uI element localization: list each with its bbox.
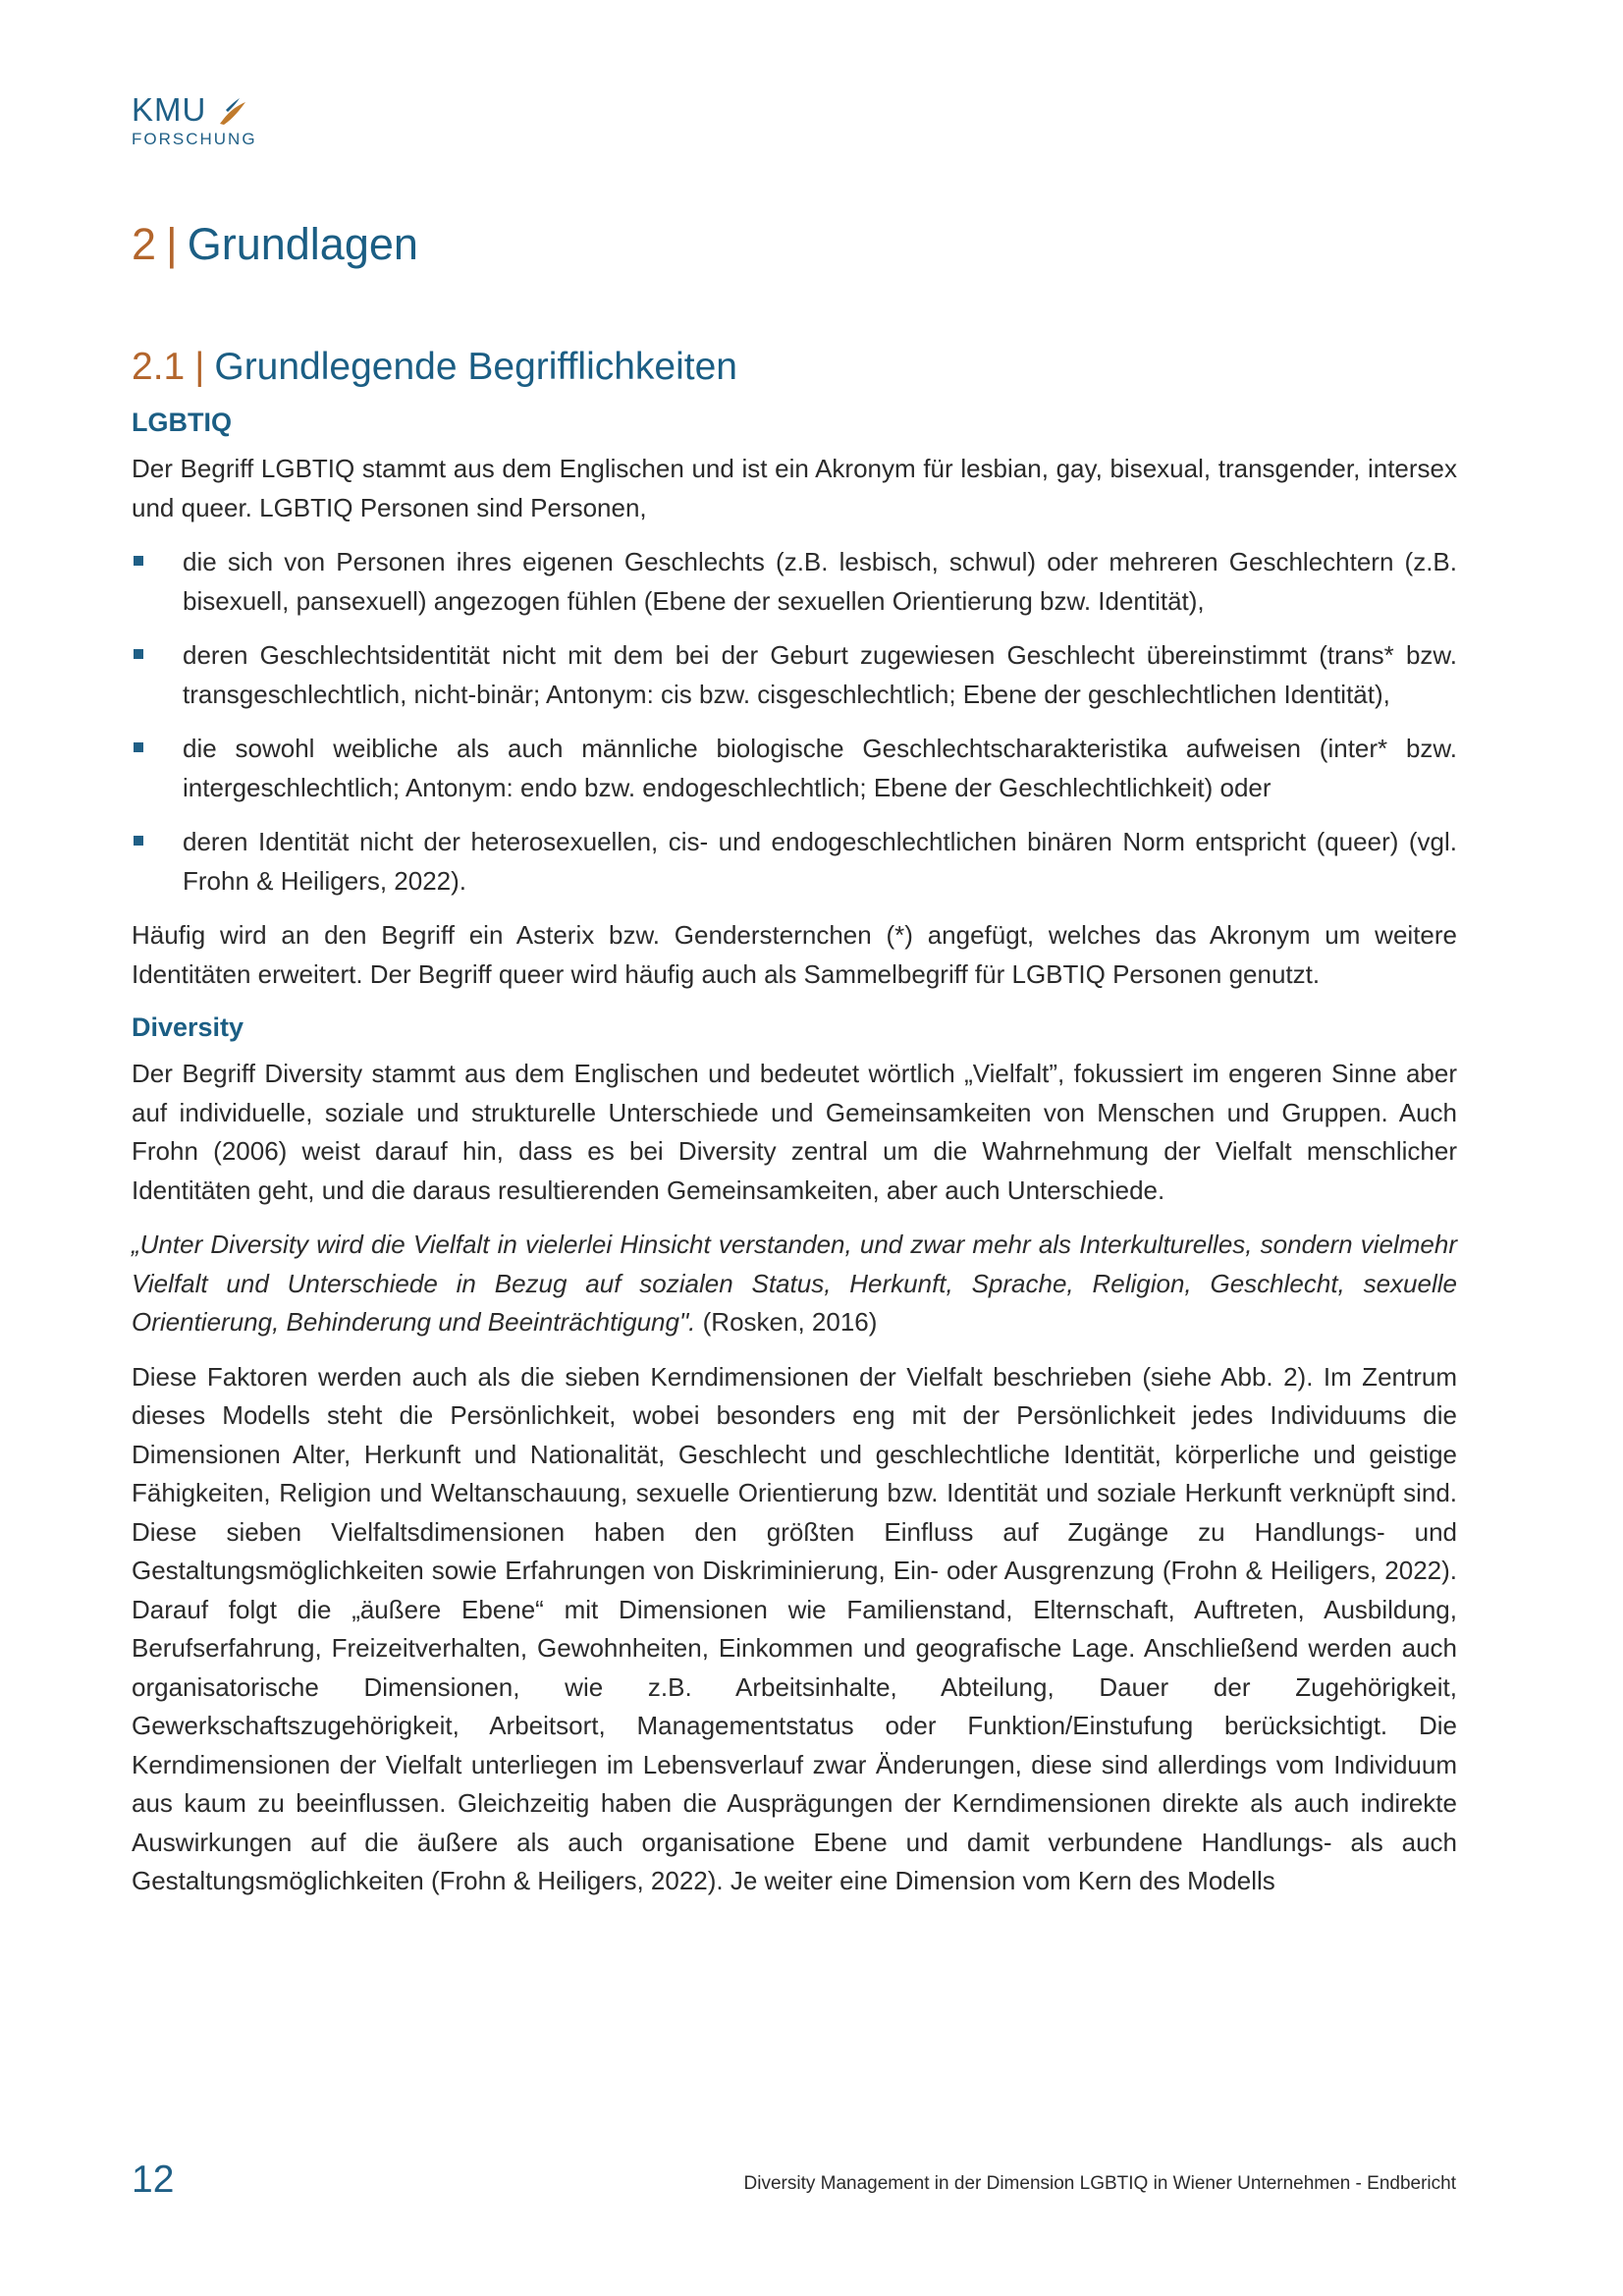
square-bullet-icon: [134, 742, 143, 752]
logo-kmu-text: KMU: [132, 91, 207, 128]
logo-leaf-icon: [216, 96, 251, 128]
chapter-title: Grundlagen: [187, 219, 418, 269]
list-item-text: deren Geschlechtsidentität nicht mit dem bei der Geburt zugewiesen Geschlecht übereinstimmt (trans* bzw. transgeschlechtlich, nicht-binär; Antonym: cis bzw. cisgeschlechtlich; Ebene der geschlechtlichen Identität),: [183, 640, 1457, 709]
section-title: Grundlegende Begrifflichkeiten: [214, 346, 737, 388]
list-item: [132, 543, 1457, 621]
list-item: [132, 636, 1457, 714]
diversity-paragraph-1: Der Begriff Diversity stammt aus dem Englischen und bedeutet wörtlich „Vielfalt”, fokussiert im engeren Sinne aber auf individuelle, soziale und strukturelle Unterschiede und Gemeinsamkeiten von Menschen und Gruppen. Auch Frohn (2006) weist darauf hin, dass es bei Diversity zentral um die Wahrnehmung der Vielfalt menschlicher Identitäten geht, und die daraus resultierenden Gemeinsamkeiten, aber auch Unterschiede.: [132, 1059, 1457, 1205]
list-item-text: die sowohl weibliche als auch männliche biologische Geschlechtscharakteristika aufweisen (inter* bzw. intergeschlechtlich; Antonym: endo bzw. endogeschlechtlich; Ebene der Geschlechtlichkeit) oder: [183, 734, 1457, 802]
diversity-quote: [132, 1226, 1457, 1342]
quote-text: „Unter Diversity wird die Vielfalt in vielerlei Hinsicht verstanden, und zwar mehr als Interkulturelles, sondern vielmehr Vielfalt und Unterschiede in Bezug auf sozialen Status, Herkunft, Sprache, Religion, Geschlecht, sexuelle Orientierung, Behinderung und Beeinträchtigung".: [132, 1230, 1457, 1337]
page-content: [132, 206, 1457, 1917]
list-item-text: die sich von Personen ihres eigenen Geschlechts (z.B. lesbisch, schwul) oder mehreren Geschlechtern (z.B. bisexuell, pansexuell) angezogen fühlen (Ebene der sexuellen Orientierung bzw. Identität),: [183, 547, 1457, 616]
list-item: [132, 730, 1457, 807]
list-item-text: deren Identität nicht der heterosexuellen, cis- und endogeschlechtlichen binären Norm entspricht (queer) (vgl. Frohn & Heiligers, 2022).: [183, 827, 1457, 896]
chapter-heading: [132, 206, 1457, 283]
lgbtiq-intro-paragraph: Der Begriff LGBTIQ stammt aus dem Englischen und ist ein Akronym für lesbian, gay, bisexual, transgender, intersex und queer. LGBTIQ Personen sind Personen,: [132, 454, 1457, 522]
quote-source: (Rosken, 2016): [702, 1307, 878, 1337]
chapter-number: 2: [132, 219, 157, 269]
square-bullet-icon: [134, 556, 143, 566]
square-bullet-icon: [134, 836, 143, 846]
lgbtiq-heading: LGBTIQ: [132, 408, 232, 437]
kmu-forschung-logo: [132, 92, 259, 155]
footer-report-title: Diversity Management in der Dimension LGBTIQ in Wiener Unternehmen - Endbericht: [743, 2173, 1456, 2194]
chapter-separator: |: [166, 219, 178, 269]
diversity-paragraph-2: Diese Faktoren werden auch als die sieben Kerndimensionen der Vielfalt beschrieben (siehe Abb. 2). Im Zentrum dieses Modells steht die Persönlichkeit, wobei besonders eng mit der Persönlichkeit jedes Individuums die Dimensionen Alter, Herkunft und Nationalität, Geschlecht und geschlechtliche Identität, körperliche und geistige Fähigkeiten, Religion und Weltanschauung, sexuelle Orientierung bzw. Identität und soziale Herkunft verknüpft sind. Diese sieben Vielfaltsdimensionen haben den größten Einfluss auf Zugänge zu Handlungs- und Gestaltungsmöglichkeiten sowie Erfahrungen von Diskriminierung, Ein- oder Ausgrenzung (Frohn & Heiligers, 2022). Darauf folgt die „äußere Ebene“ mit Dimensionen wie Familienstand, Elternschaft, Auftreten, Ausbildung, Berufserfahrung, Freizeitverhalten, Gewohnheiten, Einkommen und geografische Lage. Anschließend werden auch organisatorische Dimensionen, wie z.B. Arbeitsinhalte, Abteilung, Dauer der Zugehörigkeit, Gewerkschaftszugehörigkeit, Arbeitsort, Managementstatus oder Funktion/Einstufung berücksichtigt. Die Kerndimensionen der Vielfalt unterliegen im Lebensverlauf zwar Änderungen, diese sind allerdings vom Individuum aus kaum zu beeinflussen. Gleichzeitig haben die Ausprägungen der Kerndimensionen direkte als auch indirekte Auswirkungen auf die äußere als auch organisatione Ebene und damit verbundene Handlungs- als auch Gestaltungsmöglichkeiten (Frohn & Heiligers, 2022). Je weiter eine Dimension vom Kern des Modells: [132, 1361, 1457, 1895]
diversity-heading: Diversity: [132, 1012, 244, 1042]
lgbtiq-definition-list: [132, 543, 1457, 901]
section-heading: [132, 334, 1457, 401]
square-bullet-icon: [134, 649, 143, 659]
logo-forschung-text: FORSCHUNG: [132, 130, 257, 148]
lgbtiq-closing-paragraph: Häufig wird an den Begriff ein Asterix bzw. Gendersternchen (*) angefügt, welches das Akronym um weitere Identitäten erweitert. Der Begriff queer wird häufig auch als Sammelbegriff für LGBTIQ Personen genutzt.: [132, 920, 1457, 989]
section-number: 2.1: [132, 346, 186, 388]
page-number: 12: [132, 2159, 175, 2201]
section-separator: |: [194, 346, 205, 388]
list-item: [132, 823, 1457, 901]
